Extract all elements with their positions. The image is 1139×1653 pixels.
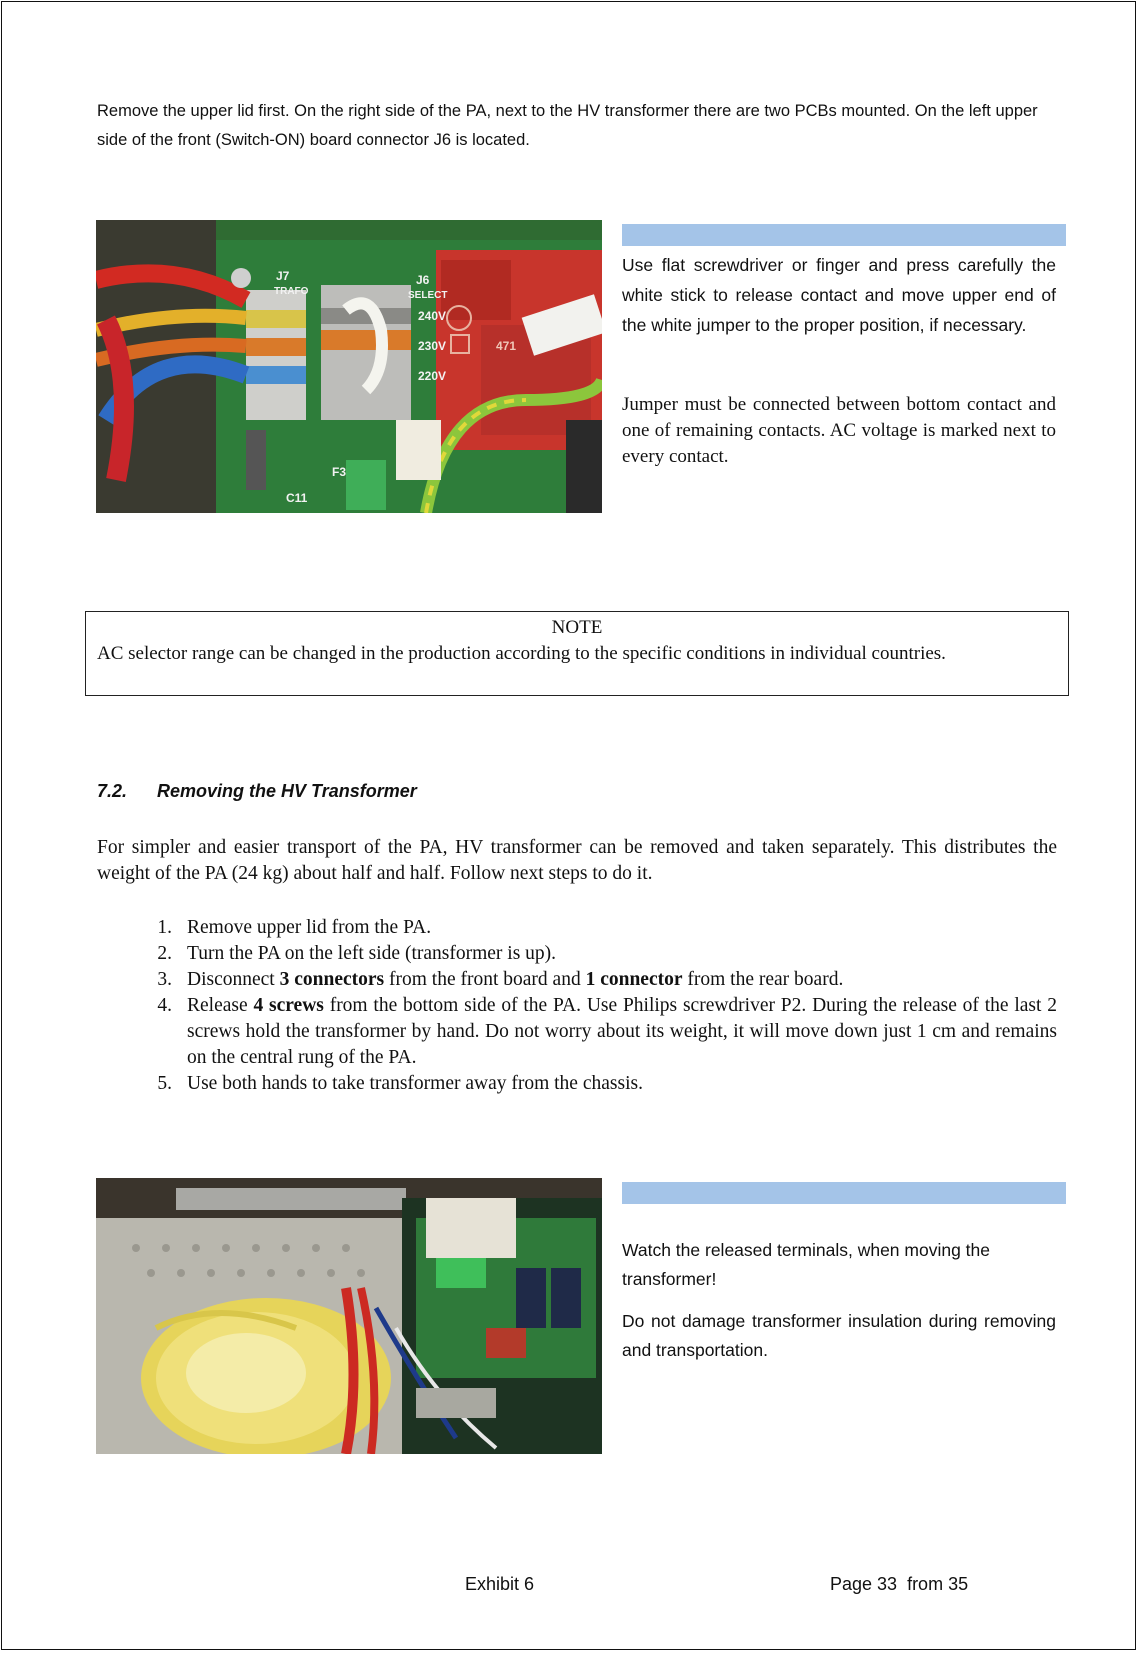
label-240v: 240V (418, 309, 447, 323)
label-c11: C11 (286, 491, 308, 505)
photo-transformer (96, 1178, 602, 1454)
label-220v: 220V (418, 369, 447, 383)
label-trafo: TRAFO (274, 286, 309, 297)
section-paragraph: For simpler and easier transport of the PA, HV transformer can be removed and taken separately. This distributes the weight of the PA (24 kg) about half and half. Follow next steps to do it. (97, 837, 1057, 884)
steps-list (97, 915, 1057, 1097)
footer-page-number: Page 33 from 35 (830, 1574, 969, 1594)
label-j6: J6 (416, 273, 430, 287)
step-text: Use both hands to take transformer away from the chassis. (187, 1073, 643, 1094)
step-text: Turn the PA on the left side (transformer is up). (187, 943, 557, 964)
label-j7: J7 (276, 269, 290, 283)
step-number: 1. (157, 917, 172, 938)
list-item (97, 941, 1057, 967)
label-select: SELECT (408, 290, 448, 301)
step-number: 5. (157, 1073, 172, 1094)
selector-board-illustration (96, 220, 602, 513)
step-number: 3. (157, 969, 172, 990)
list-item (97, 993, 1057, 1071)
step-text: Release (187, 995, 254, 1016)
step-bold: 1 connector (585, 969, 683, 990)
section-heading (97, 781, 417, 802)
intro-paragraph: Remove the upper lid first. On the right side of the PA, next to the HV transformer there are two PCBs mounted. On the left upper side of the front (Switch-ON) board connector J6 is located. (97, 102, 1038, 149)
warning-insulation-text: Do not damage transformer insulation during removing and transportation. (622, 1311, 1056, 1360)
step-bold: 4 screws (253, 995, 324, 1016)
step-number: 2. (157, 943, 172, 964)
photo-selector-board (96, 220, 602, 513)
list-item (97, 915, 1057, 941)
transformer-illustration (96, 1178, 602, 1454)
step-text: Remove upper lid from the PA. (187, 917, 432, 938)
label-471: 471 (496, 339, 517, 353)
step-text: from the front board and (384, 969, 586, 990)
step-text: from the rear board. (682, 969, 844, 990)
caption-bar-2 (622, 1182, 1066, 1204)
caption-bar-1 (622, 224, 1066, 246)
jumper-note-text: Jumper must be connected between bottom contact and one of remaining contacts. AC voltage is marked next to every contact. (622, 394, 1056, 467)
section-number: 7.2. (97, 781, 128, 801)
note-body: AC selector range can be changed in the production according to the specific conditions in individual countries. (97, 643, 946, 664)
label-f3: F3 (332, 465, 347, 479)
step-number: 4. (157, 995, 172, 1016)
label-230v: 230V (418, 339, 447, 353)
footer-exhibit: Exhibit 6 (465, 1574, 535, 1594)
warning-terminals-text: Watch the released terminals, when moving the transformer! (622, 1240, 991, 1289)
instruction-jumper-text: Use flat screwdriver or finger and press carefully the white stick to release contact and move upper end of the white jumper to the proper position, if necessary. (622, 255, 1056, 335)
list-item (97, 1071, 1057, 1097)
section-title: Removing the HV Transformer (157, 781, 417, 801)
note-title: NOTE (551, 617, 603, 638)
step-text: from the bottom side of the PA. Use Philips screwdriver P2. During the release of the last 2 screws hold the transformer by hand. Do not worry about its weight, it will move down just 1 cm and remains on the central rung of the PA. (187, 995, 1058, 1068)
step-text: Disconnect (187, 969, 280, 990)
list-item (97, 967, 1057, 993)
step-bold: 3 connectors (279, 969, 385, 990)
note-box (85, 611, 1069, 696)
